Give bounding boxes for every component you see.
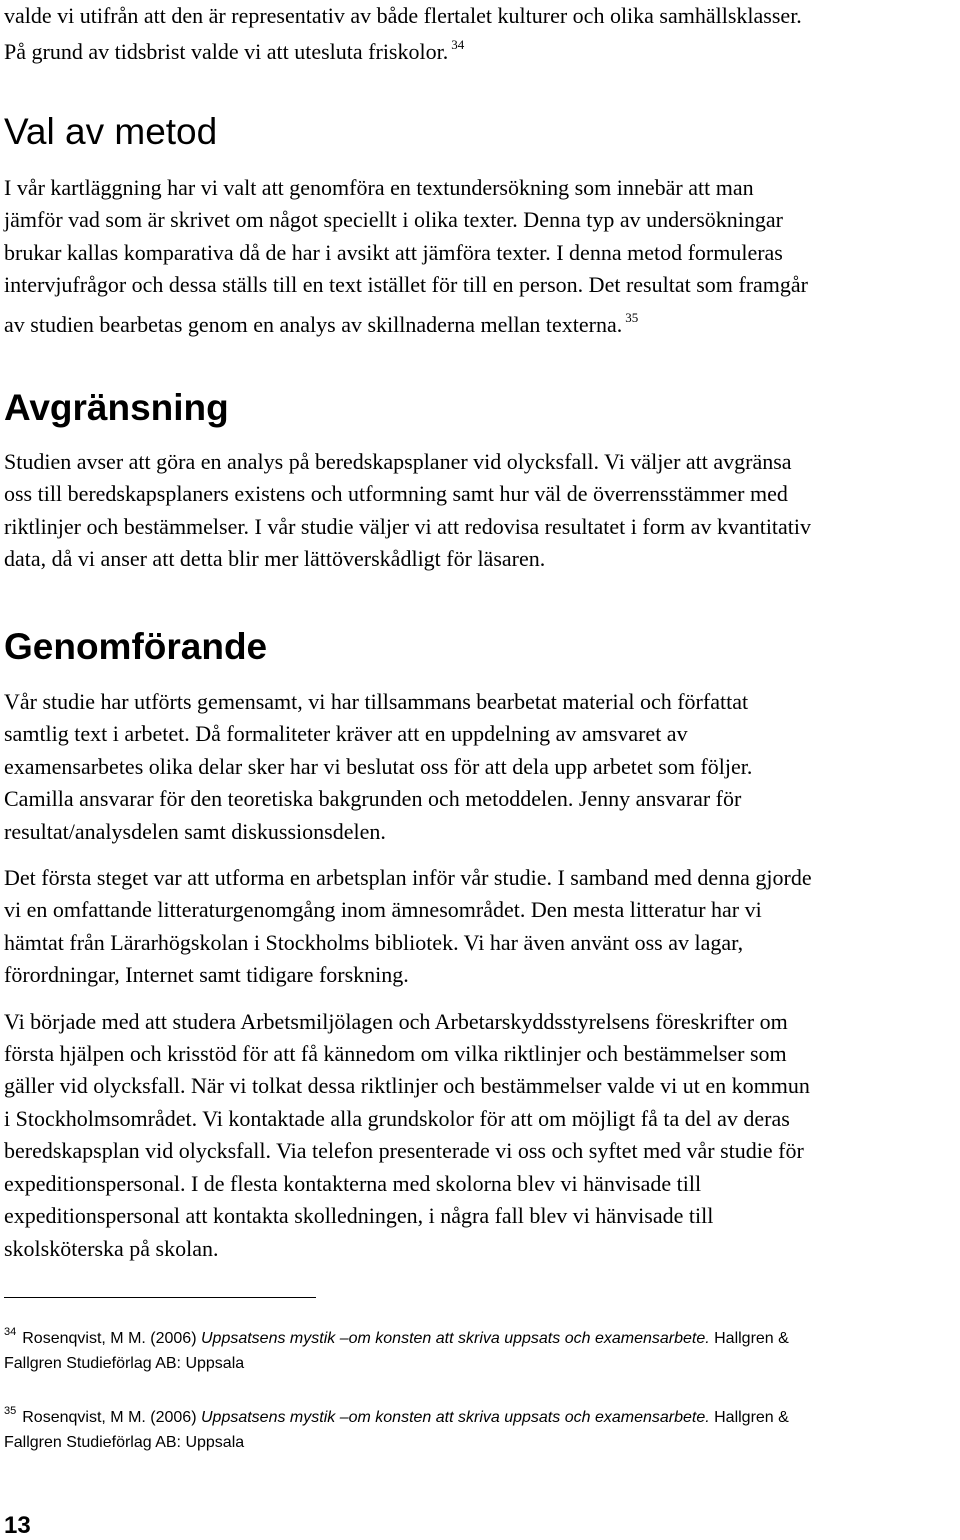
body-text-line: Vi började med att studera Arbetsmiljölagen och Arbetarskyddsstyrelsens föreskrifter om — [4, 1009, 788, 1034]
body-text-line: Det första steget var att utforma en arbetsplan inför vår studie. I samband med denna gjorde — [4, 865, 812, 890]
body-text-line: Studien avser att göra en analys på beredskapsplaner vid olycksfall. Vi väljer att avgränsa — [4, 449, 792, 474]
footnote — [4, 1320, 789, 1351]
footnote-line: Fallgren Studieförlag AB: Uppsala — [4, 1355, 245, 1372]
section-heading-genomforande: Genomförande — [4, 626, 268, 667]
footnote-publisher: Hallgren & — [709, 1330, 789, 1347]
footnote-publisher: Hallgren & — [709, 1409, 789, 1426]
body-text-line: första hjälpen och krisstöd för att få kännedom om vilka riktlinjer och bestämmelser som — [4, 1041, 787, 1066]
footnote-number: 35 — [4, 1405, 17, 1417]
footnote-title: Uppsatsens mystik –om konsten att skriva uppsats och examensarbete. — [200, 1409, 710, 1426]
body-text-line: samtlig text i arbetet. Då formaliteter kräver att en uppdelning av amsvaret av — [4, 721, 688, 746]
body-text-line: Vår studie har utförts gemensamt, vi har tillsammans bearbetat material och författat — [4, 689, 749, 714]
footnote-line: Fallgren Studieförlag AB: Uppsala — [4, 1434, 245, 1451]
body-text-line: hämtat från Lärarhögskolan i Stockholms bibliotek. Vi har även använt oss av lagar, — [4, 930, 744, 955]
body-text: På grund av tidsbrist valde vi att utesluta friskolor. — [4, 39, 449, 64]
footnote-number: 34 — [4, 1326, 17, 1338]
body-text: av studien bearbetas genom en analys av skillnaderna mellan texterna. — [4, 312, 623, 337]
footnote — [4, 1399, 789, 1430]
body-text-line — [4, 302, 638, 341]
footnote-author: Rosenqvist, M M. (2006) — [22, 1409, 201, 1426]
body-text-line: I vår kartläggning har vi valt att genomföra en textundersökning som innebär att man — [4, 175, 754, 200]
body-text-line: resultat/analysdelen samt diskussionsdelen. — [4, 819, 386, 844]
body-text-line: förordningar, Internet samt tidigare forskning. — [4, 962, 409, 987]
footnote-separator — [4, 1297, 316, 1298]
footnote-ref: 34 — [451, 37, 465, 52]
section-heading-avgransning: Avgränsning — [4, 387, 229, 428]
body-text-line: riktlinjer och bestämmelser. I vår studie väljer vi att redovisa resultatet i form av kvantitativ — [4, 514, 812, 539]
section-heading-val-av-metod: Val av metod — [4, 111, 218, 152]
footnote-title: Uppsatsens mystik –om konsten att skriva uppsats och examensarbete. — [200, 1330, 710, 1347]
body-text-line: i Stockholmsområdet. Vi kontaktade alla grundskolor för att om möjligt få ta del av deras — [4, 1106, 790, 1131]
body-text-line: Camilla ansvarar för den teoretiska bakgrunden och metoddelen. Jenny ansvarar för — [4, 786, 742, 811]
page-number: 13 — [4, 1512, 31, 1539]
body-text-line: intervjufrågor och dessa ställs till en text istället för till en person. Det resultat som framgår — [4, 272, 808, 297]
body-text-line: brukar kallas komparativa då de har i avsikt att jämföra texter. I denna metod formuleras — [4, 240, 783, 265]
body-text-line — [4, 29, 464, 68]
body-text-line: expeditionspersonal. I de flesta kontakterna med skolorna blev vi hänvisade till — [4, 1171, 702, 1196]
body-text-line: jämför vad som är skrivet om något speciellt i olika texter. Denna typ av undersökningar — [4, 207, 783, 232]
footnote-author: Rosenqvist, M M. (2006) — [22, 1330, 201, 1347]
body-text-line: examensarbetes olika delar sker har vi beslutat oss för att dela upp arbetet som följer. — [4, 754, 753, 779]
body-text-line: data, då vi anser att detta blir mer lättöverskådligt för läsaren. — [4, 546, 546, 571]
footnote-ref: 35 — [625, 310, 639, 325]
body-text-line: valde vi utifrån att den är representativ av både flertalet kulturer och olika samhällsklasser. — [4, 3, 802, 28]
body-text-line: skolsköterska på skolan. — [4, 1236, 219, 1261]
body-text-line: expeditionspersonal att kontakta skolledningen, i några fall blev vi hänvisade till — [4, 1203, 714, 1228]
body-text-line: oss till beredskapsplaners existens och utformning samt hur väl de överrensstämmer med — [4, 481, 788, 506]
body-text-line: beredskapsplan vid olycksfall. Via telefon presenterade vi oss och syftet med vår studie för — [4, 1138, 804, 1163]
body-text-line: vi en omfattande litteraturgenomgång inom ämnesområdet. Den mesta litteratur har vi — [4, 897, 762, 922]
body-text-line: gäller vid olycksfall. När vi tolkat dessa riktlinjer och bestämmelser valde vi ut en kommun — [4, 1073, 810, 1098]
